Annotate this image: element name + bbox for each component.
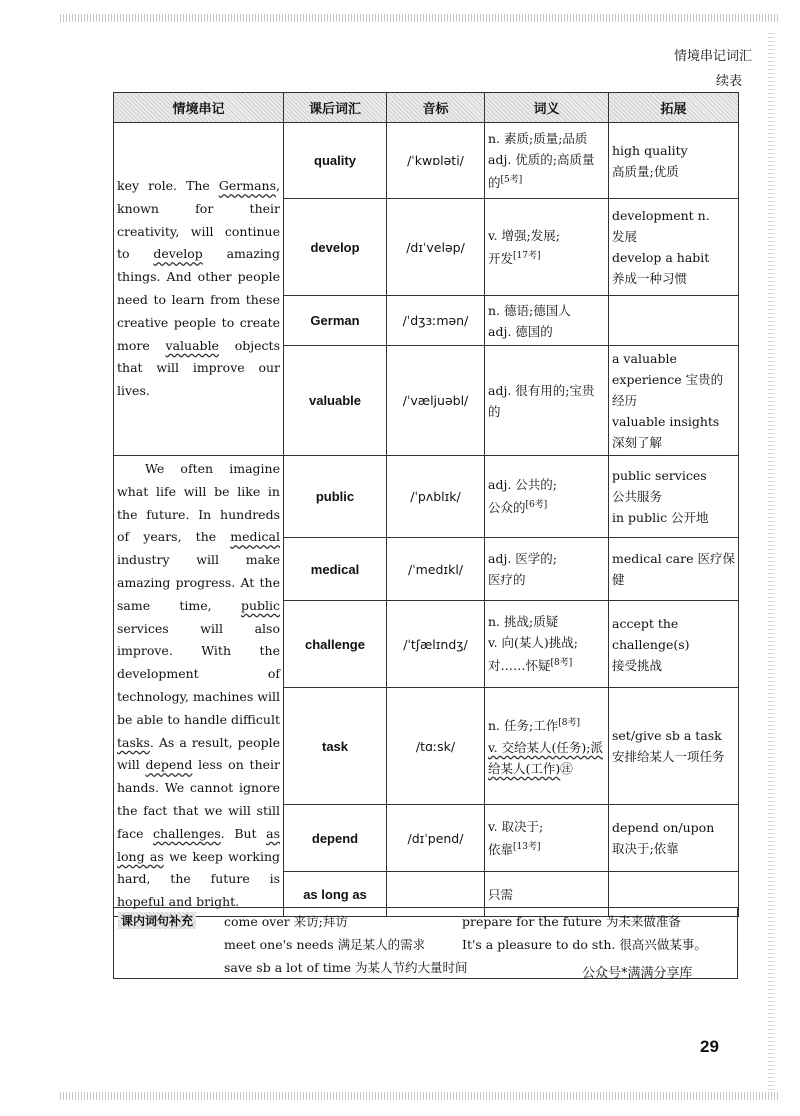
col-header: 音标 — [387, 93, 485, 123]
phonetic: /ˈmedɪkl/ — [387, 538, 485, 601]
col-header: 情境串记 — [114, 93, 284, 123]
extension: public services 公共服务 in public 公开地 — [609, 456, 739, 538]
extension: a valuable experience 宝贵的经历 valuable insights 深刻了解 — [609, 346, 739, 456]
vocab-word: medical — [284, 538, 387, 601]
phonetic: /ˈtʃælɪndʒ/ — [387, 601, 485, 688]
scan-noise-top — [60, 14, 780, 22]
meaning: n. 任务;工作[8考] v. 交给某人(任务);派给某人(工作)㊟ — [485, 688, 609, 805]
extension: high quality 高质量;优质 — [609, 123, 739, 199]
note-icon: ㊟ — [560, 760, 573, 776]
vocab-word: German — [284, 296, 387, 346]
phonetic: /ˈkwɒləti/ — [387, 123, 485, 199]
col-header: 课后词汇 — [284, 93, 387, 123]
extension: medical care 医疗保健 — [609, 538, 739, 601]
meaning: v. 增强;发展; 开发[17考] — [485, 199, 609, 296]
col-header: 拓展 — [609, 93, 739, 123]
phonetic: /dɪˈpend/ — [387, 805, 485, 872]
vocab-word: depend — [284, 805, 387, 872]
table-header-row — [114, 93, 739, 123]
meaning: adj. 很有用的;宝贵的 — [485, 346, 609, 456]
vocab-word: public — [284, 456, 387, 538]
continued-label: 续表 — [715, 74, 742, 89]
extension: set/give sb a task 安排给某人一项任务 — [609, 688, 739, 805]
supplement-item: come over 来访;拜访 — [224, 914, 348, 929]
meaning: 只需 — [485, 872, 609, 917]
phonetic: /ˈvæljuəbl/ — [387, 346, 485, 456]
meaning: adj. 医学的; 医疗的 — [485, 538, 609, 601]
section-header: 情境串记词汇 — [673, 49, 752, 64]
vocab-word: valuable — [284, 346, 387, 456]
supplement-item: meet one's needs 满足某人的需求 — [224, 937, 426, 952]
vocab-word: task — [284, 688, 387, 805]
meaning: v. 取决于; 依靠[13考] — [485, 805, 609, 872]
scan-noise-bottom — [60, 1092, 780, 1100]
table-row — [114, 456, 739, 538]
phonetic: /dɪˈveləp/ — [387, 199, 485, 296]
meaning: adj. 公共的; 公众的[6考] — [485, 456, 609, 538]
story-passage-1: key role. The Germans, known for their creativity, will continue to develop amazing things. And other people need to learn from these creative people to create more valuable objects that will improve our lives. — [114, 123, 284, 456]
scan-noise-right — [768, 30, 774, 1090]
table-row — [114, 123, 739, 199]
vocab-word: challenge — [284, 601, 387, 688]
vocab-table — [113, 92, 739, 917]
extension: accept the challenge(s) 接受挑战 — [609, 601, 739, 688]
page-number: 29 — [700, 1037, 719, 1056]
phonetic: /ˈdʒɜːmən/ — [387, 296, 485, 346]
meaning: n. 素质;质量;品质 adj. 优质的;高质量的[5考] — [485, 123, 609, 199]
vocab-word: as long as — [284, 872, 387, 917]
vocab-word: quality — [284, 123, 387, 199]
phonetic: /ˈpʌblɪk/ — [387, 456, 485, 538]
supplement-item: save sb a lot of time 为某人节约大量时间 — [224, 960, 468, 975]
watermark: 公众号*满满分享库 — [582, 966, 693, 981]
vocab-word: develop — [284, 199, 387, 296]
meaning: n. 挑战;质疑 v. 向(某人)挑战; 对……怀疑[8考] — [485, 601, 609, 688]
extension: depend on/upon 取决于;依靠 — [609, 805, 739, 872]
supplement-item: It's a pleasure to do sth. 很高兴做某事。 — [462, 937, 707, 952]
story-passage-2: We often imagine what life will be like in the future. In hundreds of years, the medical industry will make amazing progress. At the same time, public services will also improve. With the development of technology, machines will be able to handle difficult tasks. As a result, people will depend less on their hands. We cannot ignore the fact that we will still face challenges. But as long as we keep working hard, the future is hopeful and bright. — [114, 456, 284, 917]
meaning: n. 德语;德国人 adj. 德国的 — [485, 296, 609, 346]
supplement-label: 课内词句补充 — [118, 912, 196, 929]
phonetic: /tɑːsk/ — [387, 688, 485, 805]
extension: development n. 发展 develop a habit 养成一种习惯 — [609, 199, 739, 296]
col-header: 词义 — [485, 93, 609, 123]
extension-empty — [609, 296, 739, 346]
supplement-item: prepare for the future 为未来做准备 — [462, 914, 681, 929]
